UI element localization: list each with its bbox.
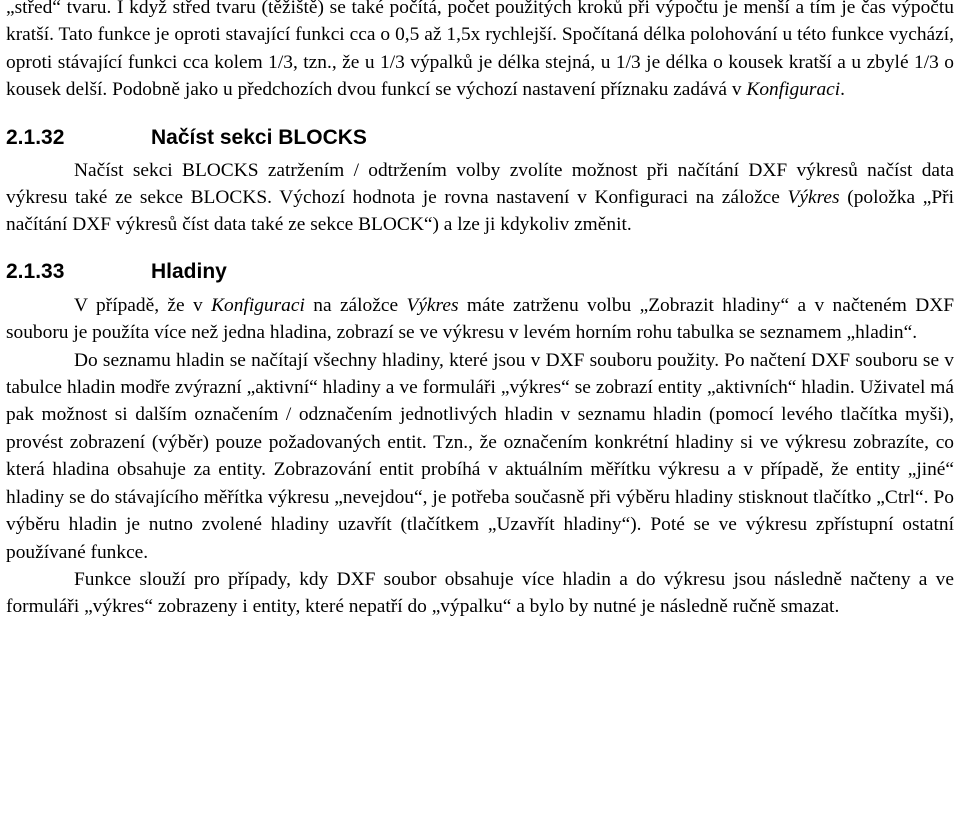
intro-text: „střed“ tvaru. I když střed tvaru (těžiště) se také počítá, počet použitých kroků při výpočtu je menší a tím je čas výpočtu kratší. Tato funkce je oproti stavající funkci cca o 0,5 až 1,5x rychlejší. Spočítaná délka polohování u této funkce vychází, oproti stávající funkci cca kolem 1/3, tzn., že u 1/3 výpalků je délka stejná, u 1/3 je délka o kousek kratší a u zbylé 1/3 o kousek delší. Podobně jako u předchozích dvou funkcí se výchozí nastavení příznaku zadává v [6, 0, 954, 101]
intro-italic-configuration: Konfiguraci [746, 79, 841, 101]
layers-text: V případě, že v [74, 294, 212, 316]
layers-paragraph-1 [6, 292, 954, 347]
blocks-text: Načíst sekci BLOCKS zatržením / odtržením volby zvolíte možnost při načítání DXF výkresů načíst data výkresu také ze sekce BLOCKS. Výchozí hodnota je rovna nastavení v Konfiguraci na záložce [6, 159, 954, 209]
section-title: Hladiny [151, 259, 227, 283]
section-title: Načíst sekci BLOCKS [151, 125, 367, 149]
layers-text: máte zatrženu volbu „Zobrazit hladiny“ a v načteném DXF souboru je použíta více než jedna hladina, zobrazí se ve výkresu v levém horním rohu tabulka se seznamem „hladin“. [6, 294, 954, 344]
document-page [6, 0, 954, 621]
blocks-italic-drawing-tab: Výkres [787, 187, 840, 209]
intro-paragraph [6, 0, 954, 104]
blocks-text-end: (položka „Při načítání DXF výkresů číst data také ze sekce BLOCK“) a lze ji kdykoliv změnit. [6, 187, 954, 236]
layers-paragraph-2: Do seznamu hladin se načítají všechny hladiny, které jsou v DXF souboru použity. Po načtení DXF souboru se v tabulce hladin modře zvýrazní „aktivní“ hladiny a ve formuláři „výkres“ se zobrazí entity „aktivních“ hladin. Uživatel má pak možnost si dalším označením / odznačením jednotlivých hladin v seznamu hladin (pomocí levého tlačítka myši), provést zobrazení (výběr) pouze požadovaných entit. Tzn., že označením konkrétní hladiny si ve výkresu zobrazíte, co která hladina obsahuje za entity. Zobrazování entit probíhá v aktuálním měřítku výkresu a v případě, že entity „jiné“ hladiny se do stávajícího měřítka výkresu „nevejdou“, je potřeba současně při výběru hladiny stisknout tlačítko „Ctrl“. Po výběru hladin je nutno zvolené hladiny uzavřít (tlačítkem „Uzavřít hladiny“). Poté se ve výkresu zpřístupní ostatní používané funkce. [6, 349, 954, 563]
section-number: 2.1.33 [6, 259, 65, 283]
section-heading-layers [6, 258, 954, 286]
layers-italic-drawing-tab: Výkres [406, 294, 459, 316]
section-number: 2.1.32 [6, 125, 65, 149]
section-heading-blocks [6, 124, 954, 152]
layers-text: na záložce [304, 294, 407, 316]
blocks-paragraph [6, 157, 954, 239]
intro-text-end: . [840, 79, 845, 101]
layers-italic-configuration: Konfiguraci [211, 294, 305, 316]
layers-paragraph-3: Funkce slouží pro případy, kdy DXF soubor obsahuje více hladin a do výkresu jsou následně načteny a ve formuláři „výkres“ zobrazeny i entity, které nepatří do „výpalku“ a bylo by nutné je následně ručně smazat. [6, 568, 954, 618]
